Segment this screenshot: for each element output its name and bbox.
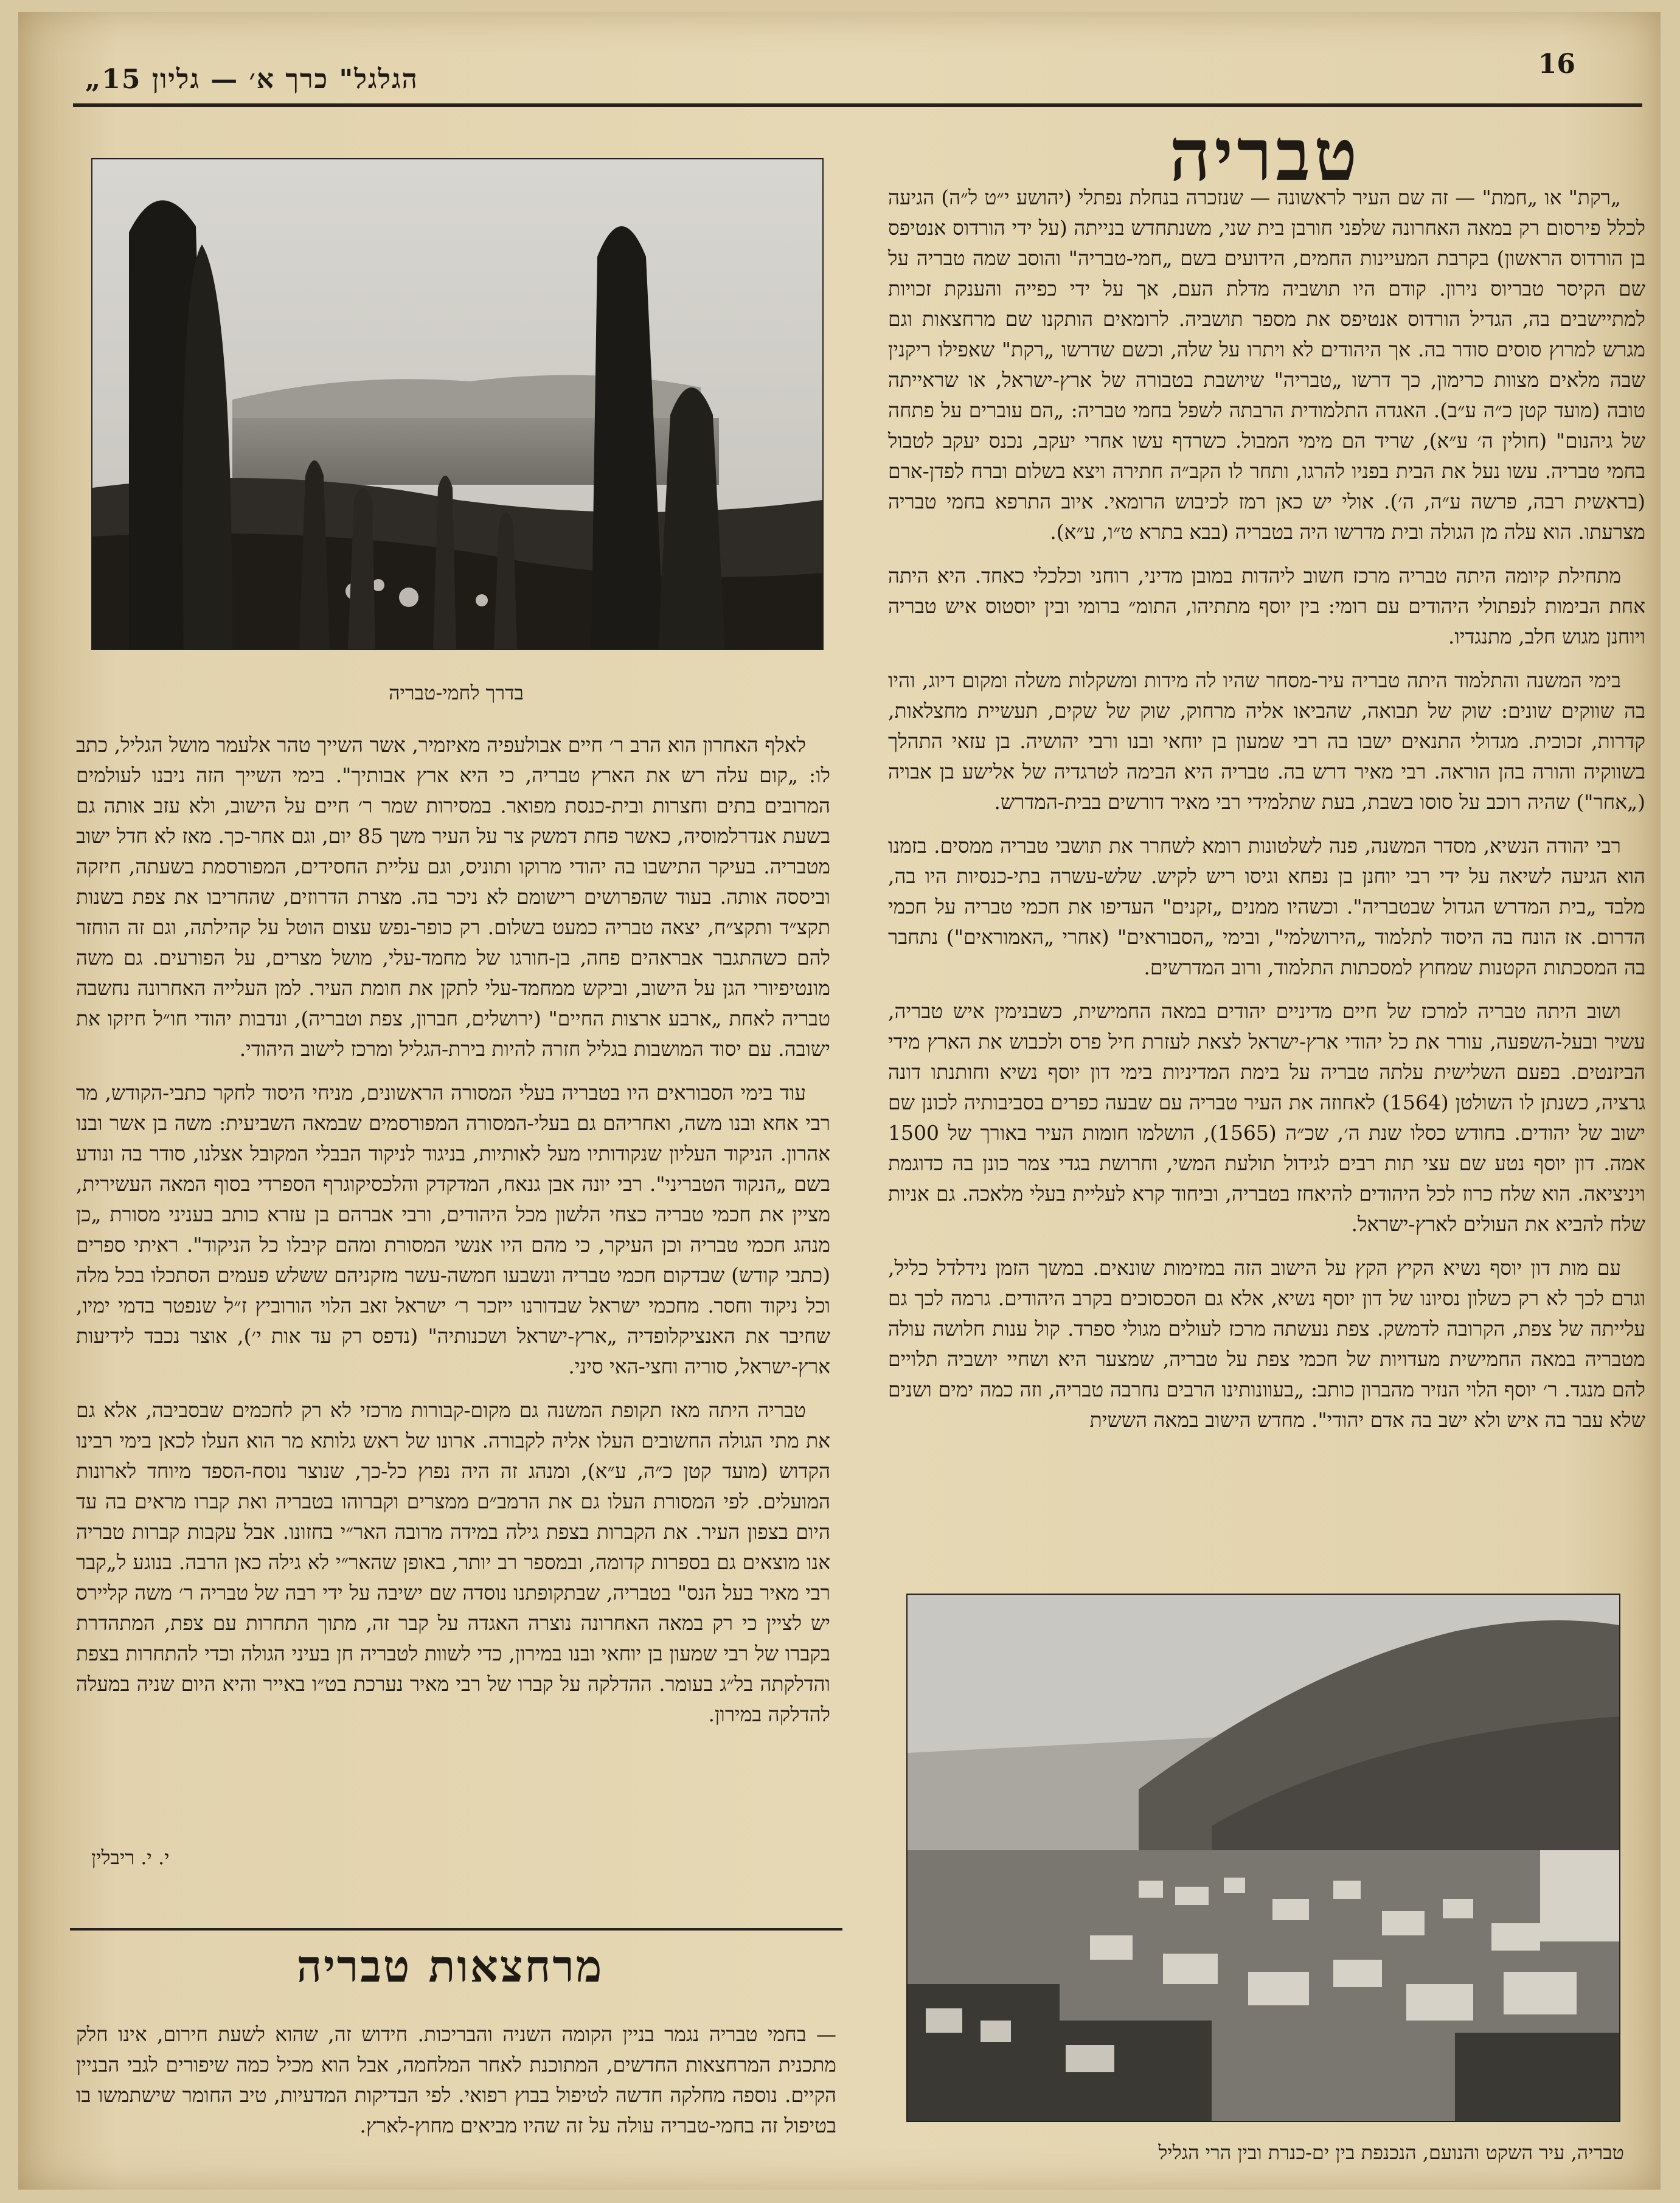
paragraph: ושוב היתה טבריה למרכז של חיים מדיניים יהודים במאה החמישית, כשבנימין איש טבריה, עשיר ובעל-השפעה, עורר את כל יהודי ארץ-ישראל לצאת לעזרת חיל פרס ולכבוש את הארץ מידי הביזנטים. בפעם השלישית עלתה טבריה על בימת המדיניות בימי דון יוסף נשיא וחותנתו דונה גרציה, כשנתן לו השולטן (1564) לאחוזה את העיר טבריה עם שבעה כפרים בסביבותיה לכונן שם ישוב של יהודים. בחודש כסלו שנת ה׳, שכ״ה (1565), הושלמו חומות העיר באורך של 1500 אמה. דון יוסף נטע שם עצי תות רבים לגידול תולעת המשי, וחרושת בגדי צמר כונן בה כדוגמת ויניציאה. הוא שלח כרוז לכל היהודים להיאחז בטבריה, וביחוד קרא לעליית בעלי מלאכה. גם אניות שלח להביא את העולים לארץ-ישראל. [888,999,1645,1236]
paragraph: טבריה היתה מאז תקופת המשנה גם מקום-קבורות מרכזי לא רק לחכמים שבסביבה, אלא גם את מתי הגולה החשובים העלו אליה לקבורה. ארונו של ראש גלותא מר הוא העלו לכאן בימי רבינו הקדוש (מועד קטן כ״ה, ע״א), ומנהג זה היה נפוץ כל-כך, שנוצר נוסח-הספד מיוחד לארונות המועלים. לפי המסורת העלו גם את הרמב״ם ממצרים וקברוהו בטבריה ואת קברו מראים בה עד היום בצפון העיר. את הקברות בצפת גילה במידה מרובה האר״י בחזונו. אבל עקבות קברות טבריה אנו מוצאים גם בספרות קדומה, ובמספר רב יותר, באופן שהאר״י לא גילה כאן הרבה. בנוגע ל„קבר רבי מאיר בעל הנס" בטבריה, שבתקופתנו נוסדה שם ישיבה על ידי רבה של טבריה ר׳ משה קליירס יש לציין כי רק במאה האחרונה נוצרה האגדה על קבר זה, מתוך התחרות עם צפת, המתהדרת בקברו של רבי שמעון בן יוחאי ובנו במירון, כדי לשוות לטבריה חן בעיני הגולה וכדי להתחרות בצפת והדלקתה בל״ג בעומר. ההדלקה על קברו של רבי מאיר נערכת בט״ו באייר והיא היום שניה במעלה להדלקה במירון. [76,1398,830,1726]
paragraph: עוד בימי הסבוראים היו בטבריה בעלי המסורה הראשונים, מניחי היסוד לחקר כתבי-הקודש, מר רבי אחא ובנו משה, ואחריהם גם בעלי-המסורה המפורסמים שבמאה השביעית: משה בן אשר ובנו אהרון. הניקוד העליון שנקודותיו מעל לאותיות, בניגוד לניקוד הבבלי המקובל אצלנו, סודר בה ונודע בשם „הנקוד הטבריני". רבי יונה אבן גנאח, המדקדק והלכסיקוגרף הספרדי בסוף המאה העשירית, מציין את חכמי טבריה כצחי הלשון מכל היהודים, ורבי אברהם בן עזרא כותב בעניני מסורת „כן מנהג חכמי טבריה וכן העיקר, כי מהם היו אנשי המסורת ומהם קיבלו כל הניקוד". ראיתי ספרים (כתבי קודש) שבדקום חכמי טבריה ונשבעו חמשה-עשר מזקניהם ששלש פעמים הסתכלו בכל מלה וכל ניקוד וחסר. מחכמי ישראל שבדורנו ייזכר ר׳ ישראל זאב הלוי הורוביץ ז״ל שנפטר בדמי ימיו, שחיבר את האנציקלופדיה „ארץ-ישראל ושכנותיה" (נדפס רק עד אות י׳), אוצר נכבד לידיעות ארץ-ישראל, סוריה וחצי-האי סיני. [76,1081,830,1378]
paragraph: לאלף האחרון הוא הרב ר׳ חיים אבולעפיה מאיזמיר, אשר השייך טהר אלעמר מושל הגליל, כתב לו: „קום עלה רש את הארץ טבריה, כי היא ארץ אבותיך". בימי השייך הזה ניבנו לעולמים המרובים בתים וחצרות ובית-כנסת מפואר. במסירות שמר ר׳ חיים על הישוב, ולא עזב אותה גם בשעת אנדרלמוסיה, כאשר פחת דמשק צר על העיר משך 85 יום, וגם אחר-כך. מאז לא חדל ישוב מטבריה. בעיקר התישבו בה יהודי מרוקו ותוניס, וגם עליית החסידים, המפורסמת בשעתה, חיזקה וביססה אותה. בעוד שהפרושים רישומם לא ניכר בה. מצרת הדרוזים, שהחריבו את צפת בשנות תקצ״ד ותקצ״ח, יצאה טבריה כמעט בשלום. רק כופר-נפש עצום הוטל על קהילתה, וגם זה הוחזר להם כשהתגבר אבראהים פחה, בן-חורגו של מחמד-עלי, מושל מצרים, על הפורעים. גם משה מונטיפיורי הגן על הישוב, וביקש ממחמד-עלי לתקן את חומת העיר. למן העלייה האחרונה נחשבה טבריה לאחת „ארבע ארצות החיים" (ירושלים, חברון, צפת וטבריה), ונדבות יהודי חו״ל חיזקו את ישובה. עם יסוד המושבות בגליל חזרה להיות בירת-הגליל ומרכז לישוב היהודי. [76,733,830,1061]
header-rule [73,103,1642,107]
newspaper-page [18,12,1661,2190]
photo-cypress-lake-image [92,159,822,649]
author-signature: י. י. ריבלין [91,1846,170,1869]
section-divider [70,1928,842,1931]
photo1-caption: בדרך לחמי-טבריה [389,681,524,704]
photo-tiberias-city-image [908,1595,1619,2121]
photo2-caption: טבריה, עיר השקט והנועם, הנכנפת בין ים-כנרת ובין הרי הגליל [1158,2141,1624,2164]
page-number: 16 [1538,49,1575,80]
photo-cypress-lake [91,158,824,650]
article-title: טבריה [1169,113,1361,197]
sub-article-title: מרחצאות טבריה [296,1940,604,1992]
paragraph: מתחילת קיומה היתה טבריה מרכז חשוב ליהדות במובן מדיני, רוחני וכלכלי כאחד. היא היתה אחת הבימות לנפתולי היהודים עם רומי: בין יוסף מתתיהו, התומ״ ברומי ובין יוסטוס איש טבריה ויוחנן מגוש חלב, מתנגדיו. [888,564,1645,648]
paragraph: רבי יהודה הנשיא, מסדר המשנה, פנה לשלטונות רומא לשחרר את תושבי טבריה ממסים. בזמנו הוא הגיעה לשיאה על ידי רבי יוחנן בן נפחא וגיסו ריש לקיש. שלש-עשרה בתי-כנסיות היו בה, מלבד „בית המדרש הגדול שבטבריה". וכשהיו ממנים „זקנים" העדיפו את חכמי טבריה על חכמי הדרום. אז הונח בה היסוד לתלמוד „הירושלמי", ובימי „הסבוראים" (אחרי „האמוראים") נתחבר בה המסכתות הקטנות שמחוץ למסכתות התלמוד, ורוב המדרשים. [888,834,1645,979]
paragraph: עם מות דון יוסף נשיא הקיץ הקץ על הישוב הזה במזימות שונאים. במשך הזמן נידלדל כליל, וגרם לכך לא רק כשלון נסיונו של דון יוסף נשיא, אלא גם הסכסוכים בקרב היהודים. גרמה לכך גם עלייתה של צפת, הקרובה לדמשק. צפת נעשתה מרכז לעולים מגולי ספרד. קול ענות חלושה עולה מטבריה במאה החמישית מעדויות של חכמי צפת על טבריה, שמצער היא ושחיי יושביה תלויים להם מנגד. ר׳ יוסף הלוי הנזיר מהברון כותב: „בעוונותינו הרבים נחרבה טבריה, וזה כמה ימים ושנים שלא עבר בה איש ולא ישב בה אדם יהודי". מחדש הישוב במאה הששית [888,1256,1645,1432]
paragraph: בימי המשנה והתלמוד היתה טבריה עיר-מסחר שהיו לה מידות ומשקלות משלה ומקום דיוג, והיו בה שווקים שונים: שוק של תבואה, שהביאו אליה מרחוק, שוק של שקים, תעשיית מחצלאות, קדרות, זכוכית. מגדולי התנאים ישבו בה רבי שמעון בן יוחאי ובנו ורבי יהושיה. בן עזאי התהלך בשווקיה והורה בהן הוראה. רבי מאיר דרש בה. טבריה היא הבימה לטרגדיה של אלישע בן אבויה („אחר") שהיה רוכב על סוסו בשבת, בעת שתלמידי רבי מאיר דורשים בבית-המדרש. [888,668,1645,814]
running-header: „הגלגל" כרך א׳ — גליון 15 [85,64,418,95]
sub-article-text: — בחמי טבריה נגמר בניין הקומה השניה והבריכות. חידוש זה, שהוא לשעת חירום, אינו חלק מתכנית המרחצאות החדשים, המתוכנת לאחר המלחמה, אבל הוא מכיל כמה שיפורים לגבי הבניין הקיים. נוספה מחלקה חדשה לטיפול בבוץ רפואי. לפי הבדיקות המדעיות, טיב החומר שישתמשו בו בטיפול זה בחמי-טבריה עולה על זה שהיו מביאים מחוץ-לארץ. [76,2022,836,2137]
paragraph: „רקת" או „חמת" — זה שם העיר לראשונה — שנזכרה בנחלת נפתלי (יהושע י״ט ל״ה) הגיעה לכלל פירסום רק במאה האחרונה שלפני חורבן בית שני, משנתחדש בנייתה (על ידי הורדוס אנטיפס בן הורדוס הראשון) בקרבת המעיינות החמים, הידועים בשם „חמי-טבריה" והוסב שמה טבריה על שם הקיסר טבריוס נירון. קודם היו תושביה מדלת העם, אך על ידי כפייה והענקת זכויות למתיישבים בה, הגדיל הורדוס אנטיפס את מספר תושביה. לרומאים הותקנו שם מרחצאות וגם מגרש למרוץ סוסים סודר בה. אך היהודים לא ויתרו על שלה, וכשם שדרשו „רקת" שאפילו ריקנין שבה מלאים מצוות כרימון, כך דרשו „טבריה" שיושבת בטבורה של ארץ-ישראל, או שראייתה טובה (מועד קטן כ״ה ע״ב). האגדה התלמודית הרבתה לשפל בחמי טבריה: „הם עוברים על פתחה של גיהנום" (חולין ה׳ ע״א), שריד הם מימי המבול. כשרדף עשו אחרי יעקב, נכנס יעקב לטבול בחמי טבריה. עשו נעל את הבית בפניו להרגו, ותחר לו הקב״ה חתירה ויצא בשלום וברח לפדן-ארם (בראשית רבה, פרשה ע״ה, ה׳). אולי יש כאן רמז לכיבוש הרומאי. איוב התרפא בחמי טבריה מצרעתו. הוא עלה מן הגולה ובית מדרשו היה בטבריה (בבא בתרא ט״ו, ע״א). [888,186,1645,544]
photo-tiberias-city [906,1594,1620,2122]
right-column [888,182,1645,1449]
left-column [76,730,830,1743]
